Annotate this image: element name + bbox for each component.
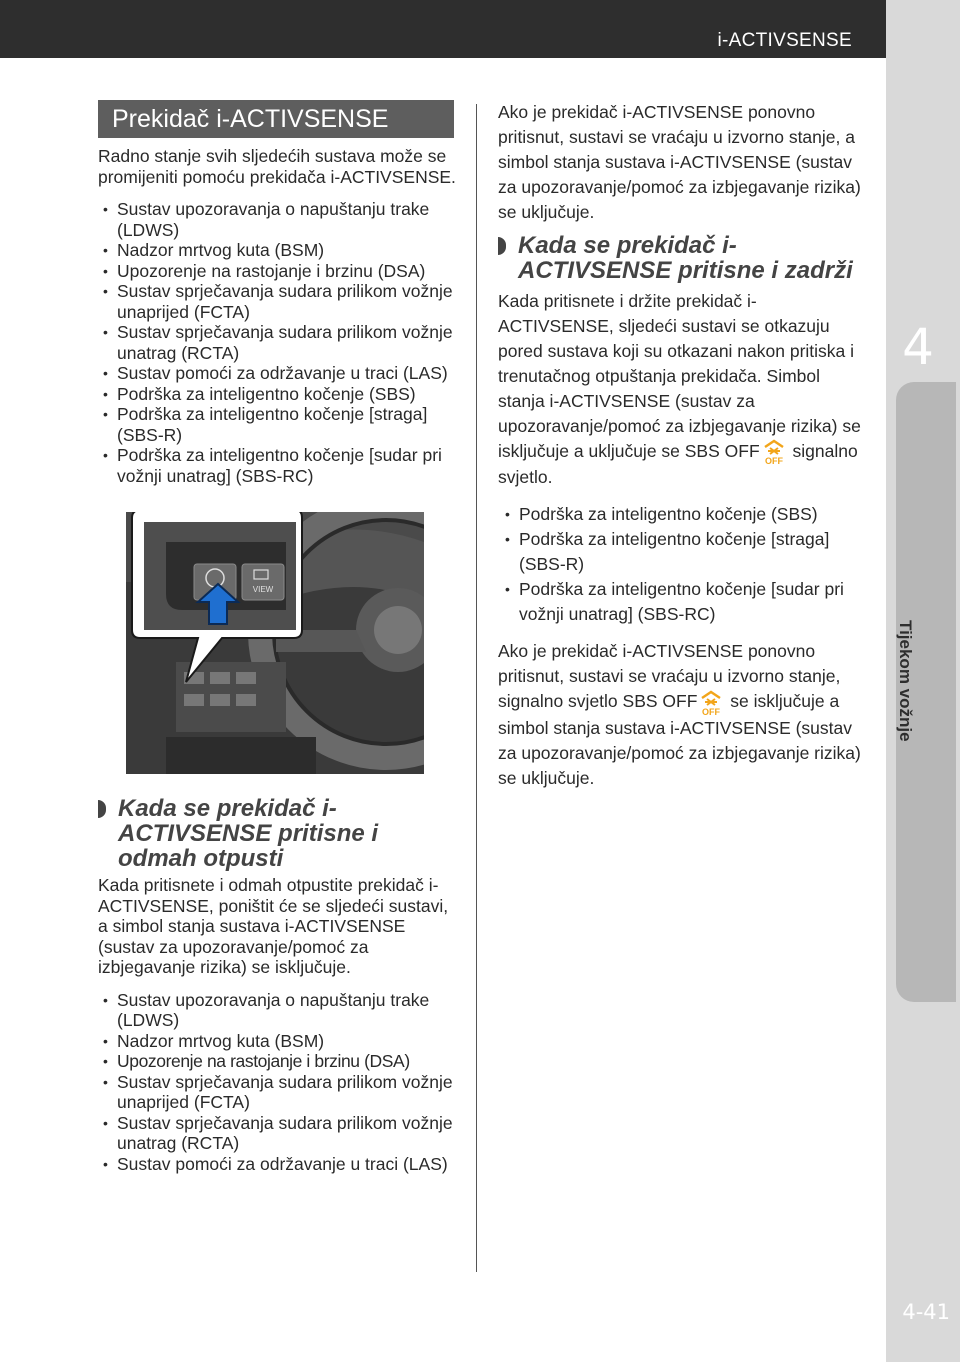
list-item: • Sustav pomoći za održavanje u traci (LAS) <box>98 363 458 384</box>
svg-text:OFF: OFF <box>702 706 721 716</box>
sub-heading-press-hold: Kada se prekidač i-ACTIVSENSE pritisne i zadrži <box>498 233 868 283</box>
list-item: • Podrška za inteligentno kočenje [sudar pri vožnji unatrag] (SBS-RC) <box>98 445 458 486</box>
dashboard-illustration <box>126 512 424 774</box>
list-item: • Nadzor mrtvog kuta (BSM) <box>98 240 458 261</box>
heading-marker-icon <box>98 800 106 818</box>
left-column <box>98 100 458 1174</box>
steering-wheel-illustration <box>126 512 424 774</box>
cancelled-systems-list <box>98 990 458 1175</box>
page-number: 4-41 <box>902 1300 950 1324</box>
list-item: • Sustav sprječavanja sudara prilikom vožnje unaprijed (FCTA) <box>98 1072 458 1113</box>
list-item: • Sustav sprječavanja sudara prilikom vožnje unatrag (RCTA) <box>98 1113 458 1154</box>
list-item: • Nadzor mrtvog kuta (BSM) <box>98 1031 458 1052</box>
systems-list <box>98 199 458 486</box>
list-item: • Sustav upozoravanja o napuštanju trake (LDWS) <box>98 990 458 1031</box>
reactivate-paragraph: Ako je prekidač i-ACTIVSENSE ponovno pritisnut, sustavi se vraćaju u izvorno stanje, a simbol stanja sustava i-ACTIVSENSE (sustav za upozoravanje/pomoć za izbjegavanje rizika) se uključuje. <box>498 102 861 222</box>
list-item: • Upozorenje na rastojanje i brzinu (DSA) <box>98 1051 458 1072</box>
list-item: • Upozorenje na rastojanje i brzinu (DSA) <box>98 261 458 282</box>
list-item: • Sustav sprječavanja sudara prilikom vožnje unatrag (RCTA) <box>98 322 458 363</box>
view-button-label: VIEW <box>252 585 274 594</box>
list-item: • Podrška za inteligentno kočenje (SBS) <box>498 502 868 527</box>
header-title: i-ACTIVSENSE <box>717 30 852 51</box>
heading-marker-icon <box>498 237 506 255</box>
list-item: • Sustav sprječavanja sudara prilikom vožnje unaprijed (FCTA) <box>98 281 458 322</box>
svg-text:OFF: OFF <box>764 456 783 466</box>
list-item: • Podrška za inteligentno kočenje (SBS) <box>98 384 458 405</box>
list-item: • Podrška za inteligentno kočenje [straga] (SBS-R) <box>98 404 458 445</box>
sbs-off-warning-icon <box>760 439 788 465</box>
list-item: • Podrška za inteligentno kočenje [sudar pri vožnji unatrag] (SBS-RC) <box>498 577 868 627</box>
right-column <box>498 100 868 791</box>
list-item: • Podrška za inteligentno kočenje [straga] (SBS-R) <box>498 527 868 577</box>
chapter-name: Tijekom vožnje <box>896 620 915 742</box>
press-release-paragraph: Kada pritisnete i odmah otpustite prekidač i-ACTIVSENSE, poništit će se sljedeći sustavi, a simbol stanja sustava i-ACTIVSENSE (sustav za upozoravanje/pomoć za izbjegavanje rizika) se isključuje. <box>98 875 449 977</box>
sbs-off-warning-icon <box>697 690 725 716</box>
intro-paragraph: Radno stanje svih sljedećih sustava može se promijeniti pomoću prekidača i-ACTIVSENSE. <box>98 146 456 187</box>
list-item: • Sustav pomoći za održavanje u traci (LAS) <box>98 1154 458 1175</box>
chapter-number: 4 <box>902 318 934 376</box>
column-divider <box>476 104 477 1272</box>
press-hold-paragraph: Kada pritisnete i držite prekidač i-ACTIVSENSE, sljedeći sustavi se otkazuju pored sustava koji su otkazani nakon pritiska i trenutačnog otpuštanja prekidača. Simbol stanja i-ACTIVSENSE (sustav za upozoravanje/pomoć za izbjegavanje rizika) se isključuje a uključuje se SBS OFF OFF signalno svjetlo. <box>498 291 861 488</box>
list-item: • Sustav upozoravanja o napuštanju trake (LDWS) <box>98 199 458 240</box>
sub-heading-press-release: Kada se prekidač i-ACTIVSENSE pritisne i odmah otpusti <box>98 796 458 871</box>
sbs-reactivate-paragraph: Ako je prekidač i-ACTIVSENSE ponovno pritisnut, sustavi se vraćaju u izvorno stanje, signalno svjetlo SBS OFF OFF se isključuje a simbol stanja sustava i-ACTIVSENSE (sustav za upozoravanje/pomoć za izbjegavanje rizika) se uključuje. <box>498 641 861 788</box>
section-title: Prekidač i-ACTIVSENSE <box>98 100 454 138</box>
sbs-systems-list <box>498 502 868 627</box>
